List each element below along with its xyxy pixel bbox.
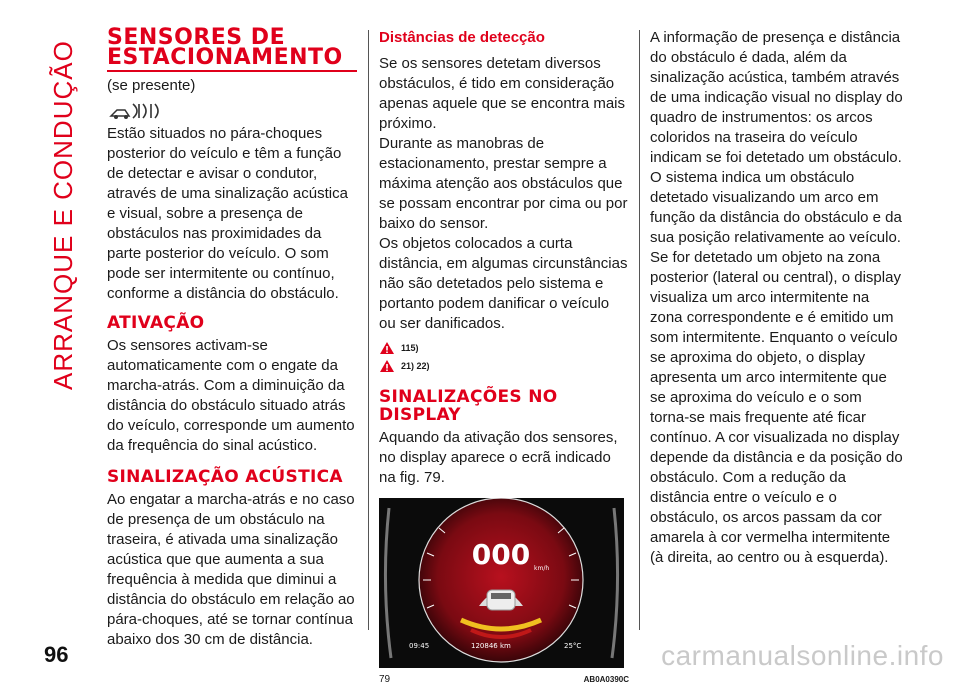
section-side-tab-label: ARRANQUE E CONDUÇÃO <box>48 40 78 390</box>
column-divider <box>639 30 640 630</box>
display-heading-line2: DISPLAY <box>379 405 461 425</box>
display-heading-line1: SINALIZAÇÕES NO <box>379 387 558 407</box>
odometer-readout: 120846 km <box>471 642 511 650</box>
clock-readout: 09:45 <box>409 642 430 650</box>
column-divider <box>368 30 369 630</box>
detection-paragraph-1: Se os sensores detetam diversos obstáculos, é tido em consideração apenas aquele que se encontra mais próximo. <box>379 55 626 132</box>
speed-readout: 000 <box>471 538 531 571</box>
intro-paragraph: Estão situados no pára-choques posterior do veículo e têm a função de detectar e avisar o condutor, através de uma sinalização acústica e visual, sobre a presença de obstáculos nas proximidades da parte posterior do veículo. O som pode ser intermitente ou contínuo, conforme a distância do obstáculo. <box>107 125 348 302</box>
parking-sensor-icon <box>107 100 357 122</box>
temperature-readout: 25°C <box>564 642 582 650</box>
column-1 <box>107 25 357 650</box>
section-side-tab <box>48 40 88 600</box>
display-heading <box>379 388 629 424</box>
section-title-line2: ESTACIONAMENTO <box>107 45 343 70</box>
display-explanation-paragraph: A informação de presença e distância do obstáculo é dada, além da sinalização acústica, também através de uma indicação visual no display do quadro de instrumentos: os arcos coloridos na traseira do veículo indicam se foi detetado um obstáculo. O sistema indica um obstáculo detetado visualizando um arco em função da distância do obstáculo e da sua posição relativamente ao veículo. Se for detetado um objeto na zona posterior (lateral ou central), o display visualiza um arco intermitente na zona correspondente e é emitido um som intermitente. Enquanto o veículo se aproxima do objeto, o display apresenta um arco intermitente que se aproxima do veículo e o som torna-se mais frequente até ficar contínuo. A cor visualizada no display depende da distância e da posição do obstáculo. Com a redução da distância entre o veículo e o obstáculo, os arcos passam da cor amarela à cor vermelha intermitente (à direita, ao centro ou à esquerda). <box>650 29 903 566</box>
caution-triangle-icon <box>379 359 395 373</box>
acoustic-heading: SINALIZAÇÃO ACÚSTICA <box>107 467 343 487</box>
speed-unit: km/h <box>534 565 550 572</box>
column-2 <box>379 28 629 690</box>
detection-heading: Distâncias de detecção <box>379 29 545 46</box>
section-title-line1: SENSORES DE <box>107 25 286 50</box>
figure-caption <box>379 670 629 690</box>
cluster-illustration <box>379 498 624 668</box>
column-3 <box>650 28 905 568</box>
detection-paragraph-2: Durante as manobras de estacionamento, prestar sempre a máxima atenção aos obstáculos que se possam encontrar por cima ou por baixo do sensor. <box>379 135 628 232</box>
detection-paragraph-3: Os objetos colocados a curta distância, em algumas circunstâncias não são detetados pelo sistema e portanto podem danificar o veículo ou ser danificados. <box>379 235 628 332</box>
page-number: 96 <box>44 642 69 667</box>
watermark: carmanualsonline.info <box>661 640 944 671</box>
availability-note: (se presente) <box>107 77 196 94</box>
section-title <box>107 25 357 70</box>
instrument-cluster-figure <box>379 498 624 668</box>
activation-paragraph: Os sensores activam-se automaticamente com o engate da marcha-atrás. Com a diminuição da distância do obstáculo situado atrás do veículo, corresponde um aumento da frequência do sinal acústico. <box>107 337 355 454</box>
caution-ref-text: 21) 22) <box>401 361 430 371</box>
figure-number: 79 <box>379 674 391 685</box>
display-paragraph: Aquando da ativação dos sensores, no display aparece o ecrã indicado na fig. 79. <box>379 429 618 486</box>
activation-heading: ATIVAÇÃO <box>107 313 205 333</box>
warning-reference-2 <box>379 358 629 374</box>
acoustic-paragraph: Ao engatar a marcha-atrás e no caso de presença de um obstáculo na traseira, é ativada uma sinalização acústica que que aumenta a sua frequência à medida que diminui a distância do obstáculo em relação ao pára-choques, até se tornar contínua abaixo dos 30 cm de distância. <box>107 491 355 648</box>
warning-triangle-icon <box>379 341 395 355</box>
warning-ref-text: 115) <box>401 343 419 353</box>
warning-reference-1 <box>379 340 629 356</box>
title-underline <box>107 70 357 72</box>
figure-code: AB0A0390C <box>583 675 629 684</box>
